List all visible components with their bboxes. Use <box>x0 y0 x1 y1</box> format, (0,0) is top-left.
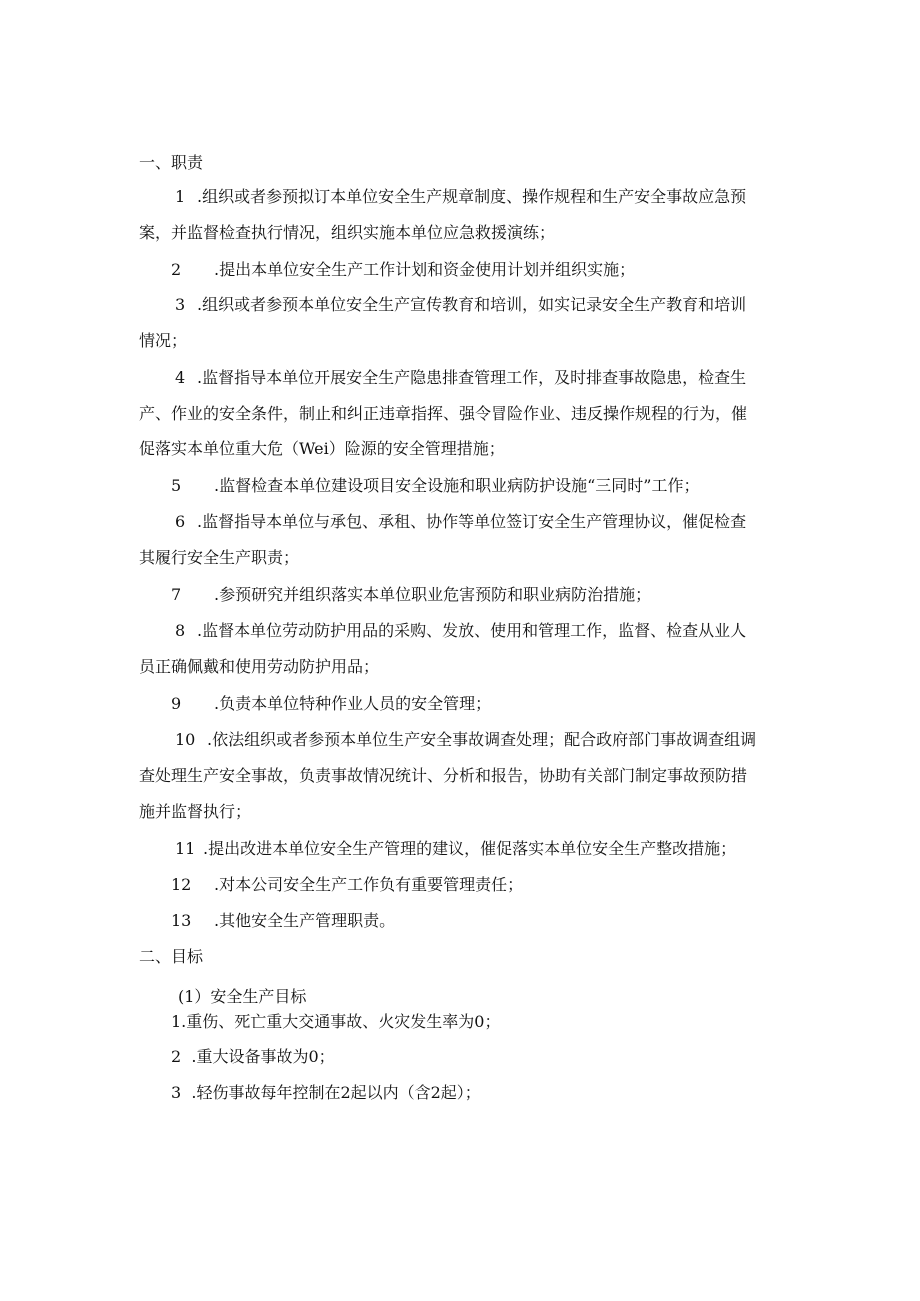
section-heading-goals: 二、目标 <box>139 947 204 966</box>
item-number: 1 <box>175 187 186 206</box>
list-item: .监督指导本单位与承包、承租、协作等单位签订安全生产管理协议，催促检查 <box>197 512 747 531</box>
item-number: 6 <box>175 512 186 531</box>
item-number: 13 <box>171 911 192 930</box>
goal-item: 1.重伤、死亡重大交通事故、火灾发生率为0； <box>171 1012 501 1031</box>
list-item: .其他安全生产管理职责。 <box>214 911 396 930</box>
list-item: .组织或者参预本单位安全生产宣传教育和培训，如实记录安全生产教育和培训 <box>197 295 747 314</box>
list-item: .监督指导本单位开展安全生产隐患排查管理工作，及时排查事故隐患，检查生 <box>197 368 747 387</box>
item-number: 11 <box>175 839 196 858</box>
item-number: 8 <box>175 621 186 640</box>
goal-item: 3 .轻伤事故每年控制在2起以内（含2起）； <box>171 1083 481 1102</box>
item-number: 4 <box>175 368 186 387</box>
item-number: 7 <box>171 585 182 604</box>
list-item-continuation: 员正确佩戴和使用劳动防护用品； <box>139 657 380 676</box>
list-item-continuation: 产、作业的安全条件，制止和纠正违章指挥、强令冒险作业、违反操作规程的行为，催 <box>139 404 748 423</box>
list-item: .监督本单位劳动防护用品的采购、发放、使用和管理工作，监督、检查从业人 <box>197 621 747 640</box>
list-item: .对本公司安全生产工作负有重要管理责任； <box>214 875 524 894</box>
list-item-continuation: 查处理生产安全事故，负责事故情况统计、分析和报告，协助有关部门制定事故预防措 <box>139 766 748 785</box>
list-item: .提出本单位安全生产工作计划和资金使用计划并组织实施； <box>214 260 636 279</box>
list-item: .依法组织或者参预本单位生产安全事故调查处理；配合政府部门事故调查组调 <box>207 730 757 749</box>
item-number: 2 <box>171 260 182 279</box>
section-heading-duties: 一、职责 <box>139 153 204 172</box>
list-item-continuation: 促落实本单位重大危（Wei）险源的安全管理措施； <box>139 439 505 458</box>
item-number: 3 <box>175 295 186 314</box>
list-item-continuation: 施并监督执行； <box>139 802 252 821</box>
item-number: 12 <box>171 875 192 894</box>
item-number: 10 <box>175 730 196 749</box>
list-item-continuation: 情况； <box>139 331 188 350</box>
list-item-continuation: 案，并监督检查执行情况，组织实施本单位应急救援演练； <box>139 223 556 242</box>
list-item: .负责本单位特种作业人员的安全管理； <box>214 694 492 713</box>
list-item-continuation: 其履行安全生产职责； <box>139 548 300 567</box>
goal-item: 2 .重大设备事故为0； <box>171 1047 335 1066</box>
list-item: .组织或者参预拟订本单位安全生产规章制度、操作规程和生产安全事故应急预 <box>197 187 747 206</box>
item-number: 9 <box>171 694 182 713</box>
list-item: .参预研究并组织落实本单位职业危害预防和职业病防治措施； <box>214 585 652 604</box>
list-item: .监督检查本单位建设项目安全设施和职业病防护设施“三同时”工作； <box>214 476 700 495</box>
list-item: .提出改进本单位安全生产管理的建议，催促落实本单位安全生产整改措施； <box>203 839 737 858</box>
item-number: 5 <box>171 476 182 495</box>
subheading-safety-goals: (1）安全生产目标 <box>178 987 307 1006</box>
